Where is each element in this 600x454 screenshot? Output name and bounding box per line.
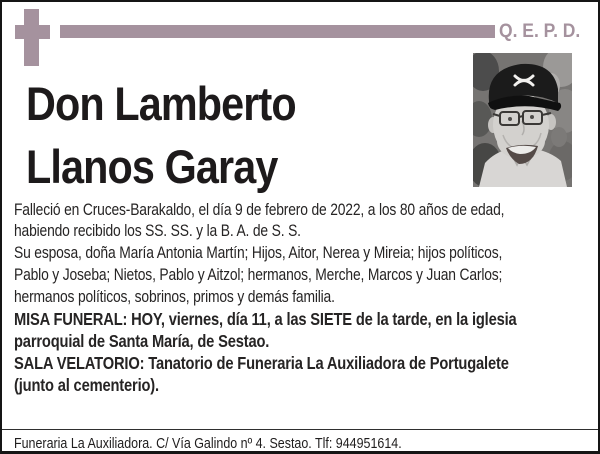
wake-room-line: SALA VELATORIO: Tanatorio de Funeraria La Auxiliadora de Portugalete [14,353,509,373]
wake-room-paragraph [14,352,596,396]
deceased-name-line1: Don Lamberto [26,77,296,130]
death-notice-paragraph [14,200,596,242]
funeral-mass-paragraph [14,308,596,352]
deceased-photo [473,53,572,187]
cross-icon-horizontal [15,25,50,39]
wake-room-line: (junto al cementerio). [14,375,159,395]
header-rule [60,25,495,38]
family-line: hermanos políticos, sobrinos, primos y demás familia. [14,288,335,306]
family-paragraph [14,242,596,308]
footer-rule [2,429,598,430]
death-notice-line: Falleció en Cruces-Barakaldo, el día 9 de febrero de 2022, a los 80 años de edad, [14,201,505,219]
family-line: Pablo y Joseba; Nietos, Pablo y Aitzol; hermanos, Merche, Marcos y Juan Carlos; [14,266,503,284]
deceased-name [26,72,333,198]
funeral-mass-line: MISA FUNERAL: HOY, viernes, día 11, a las SIETE de la tarde, en la iglesia [14,309,517,329]
deceased-name-line2: Llanos Garay [26,140,278,193]
family-line: Su esposa, doña María Antonia Martín; Hijos, Aitor, Nerea y Mireia; hijos políticos, [14,244,503,262]
qepd-label: Q. E. P. D. [499,21,581,42]
death-notice-line: habiendo recibido los SS. SS. y la B. A. de S. S. [14,222,301,240]
portrait-photo-graphic [473,53,572,187]
funeral-home-info: Funeraria La Auxiliadora. C/ Vía Galindo nº 4. Sestao. Tlf: 944951614. [14,436,402,452]
obituary-body [14,200,596,396]
funeral-mass-line: parroquial de Santa María, de Sestao. [14,331,270,351]
